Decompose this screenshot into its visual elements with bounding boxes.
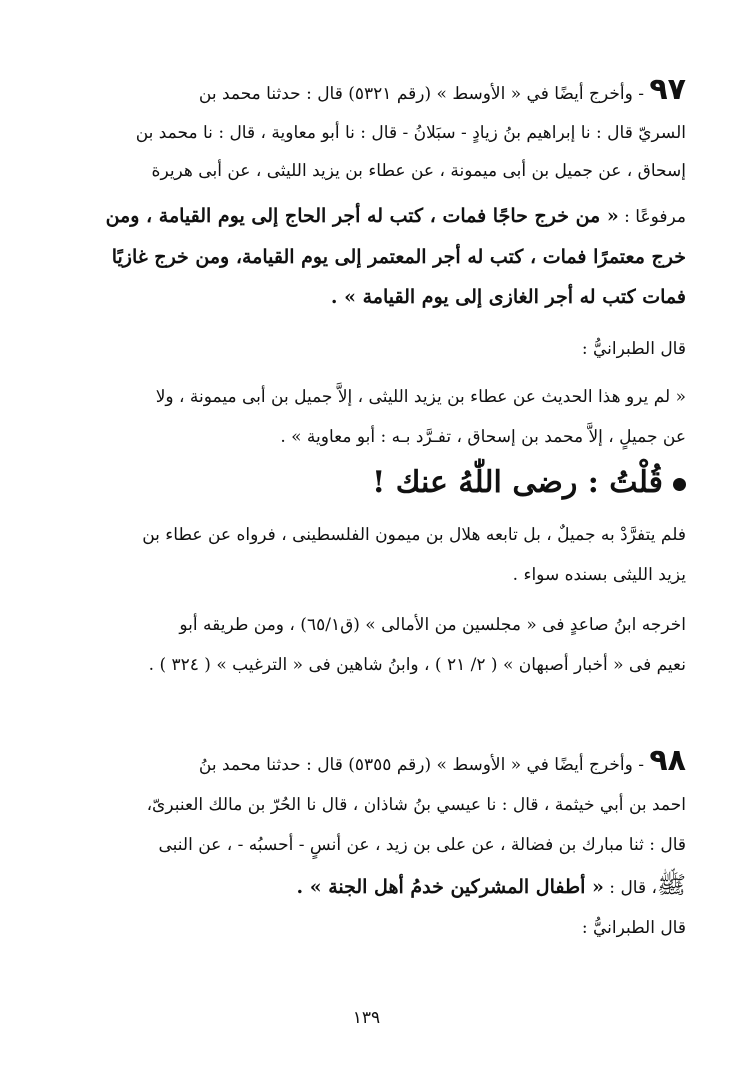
hadith-98-line-1: ٩٨ - وأخرج أيضًا في « الأوسط » (رقم ٥٣٥٥) قال : حدثنا محمد بنُ [198, 743, 686, 778]
hadith-97-line-3: إسحاق ، عن جميل بن أبى ميمونة ، عن عطاء بن يزيد الليثى ، عن أبى هريرة [151, 161, 686, 181]
hadith-97-text-line-3: فمات كتب له أجر الغازى إلى يوم القيامة » . [330, 286, 686, 308]
hadith-97-text-line-2: خرج معتمرًا فمات ، كتب له أجر المعتمر إلى يوم القيامة، ومن خرج غازيًا [111, 246, 686, 268]
hadith-98-line-3: قال : ثنا مبارك بن فضالة ، عن على بن زيد ، عن أنسٍ - أحسبُه - ، عن النبى [158, 835, 686, 855]
hadith-98-line-4: ﷺ، قال : « أطفال المشركين خدمُ أهل الجنة » . [296, 871, 686, 899]
hadith-97-line-2: السريّ قال : نا إبراهيم بنُ زيادٍ - سبَلانُ - قال : نا أبو معاوية ، قال : نا محمد بن [135, 123, 686, 143]
hadith-98 [68, 741, 686, 948]
tabarani-label-98: قال الطبرانيُّ : [581, 918, 686, 938]
hadith-97-text-line-1: مرفوعًا : « من خرج حاجًا فمات ، كتب له أجر الحاج إلى يوم القيامة ، ومن [105, 205, 686, 227]
qultu-line-1: فلم يتفرَّدْ به جميلٌ ، بل تابعه هلال بن ميمون الفلسطينى ، فرواه عن عطاء بن [142, 525, 686, 545]
hadith-97-number: ٩٧ [649, 72, 686, 107]
qultu-line-2: يزيد الليثى بسنده سواء . [512, 565, 686, 585]
hadith-98-line-2: احمد بن أبي خيثمة ، قال : نا عيسي بنُ شاذان ، قال نا الحُرّ بن مالك العنبرىّ، [146, 795, 686, 815]
tabarani-label-97: قال الطبرانيُّ : [581, 339, 686, 359]
qultu-heading: قُلْتُ : رضى اللّٰهُ عنك ! [68, 461, 686, 505]
page-number: ١٣٩ [352, 1008, 381, 1028]
tabarani-quote-97-line-2: عن جميلٍ ، إلاَّ محمد بن إسحاق ، تفـرَّد بـه : أبو معاوية » . [280, 427, 686, 447]
page-body [68, 70, 686, 948]
tabarani-quote-97-line-1: « لم يرو هذا الحديث عن عطاء بن يزيد الليثى ، إلاَّ جميل بن أبى ميمونة ، ولا [155, 387, 686, 407]
hadith-97-line-1: ٩٧ - وأخرج أيضًا في « الأوسط » (رقم ٥٣٢١) قال : حدثنا محمد بن [198, 72, 686, 107]
qultu-body [68, 515, 686, 685]
takhrij-line-2: نعيم فى « أخبار أصبهان » ( ٢/ ٢١ ) ، وابنُ شاهين فى « الترغيب » ( ٣٢٤ ) . [148, 655, 686, 675]
takhrij-line-1: اخرجه ابنُ صاعدٍ فى « مجلسين من الأمالى » (ق٦٥/١) ، ومن طريقه أبو [179, 615, 686, 635]
hadith-98-number: ٩٨ [649, 743, 686, 778]
bullet-dot-icon [673, 478, 686, 491]
hadith-97 [68, 70, 686, 457]
salla-ligature: ﷺ [657, 871, 686, 899]
